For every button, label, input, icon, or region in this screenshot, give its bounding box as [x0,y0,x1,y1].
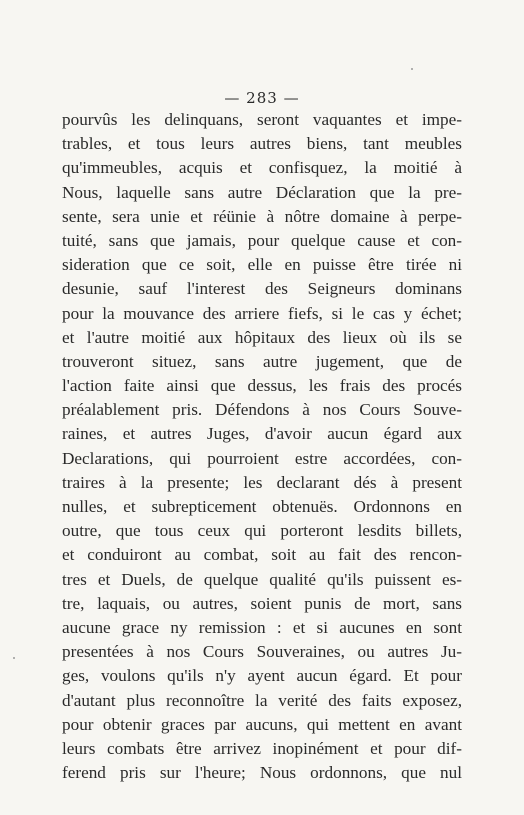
text-line: préalablement pris. Défendons à nos Cours Souve- [62,400,462,420]
page-number: — 283 — [224,89,300,107]
text-line: Nous, laquelle sans autre Déclaration que la pre- [62,182,462,202]
text-line: tres et Duels, de quelque qualité qu'ils puissent es- [62,569,462,589]
text-line: desunie, sauf l'interest des Seigneurs dominans [62,279,462,299]
text-line: qu'immeubles, acquis et confisquez, la moitié à [62,158,462,178]
text-line: et l'autre moitié aux hôpitaux des lieux où ils se [62,327,462,347]
paper-speck [411,68,413,70]
text-line: raines, et autres Juges, d'avoir aucun égard aux [62,424,462,444]
text-line: nulles, et subrepticement obtenuës. Ordonnons en [62,497,462,516]
text-line: sideration que ce soit, elle en puisse être tirée ni [62,255,462,275]
text-line: leurs combats être arrivez inopinément et pour dif- [62,738,462,758]
text-line: et conduiront au combat, soit au fait des rencon- [62,545,462,565]
text-line: trouveront situez, sans autre jugement, que de [62,351,462,371]
text-line: trables, et tous leurs autres biens, tant meubles [62,134,462,154]
text-line: l'action faite ainsi que dessus, les frais des procés [62,376,462,396]
text-line: ferend pris sur l'heure; Nous ordonnons, que nul [62,763,462,783]
text-line: ges, voulons qu'ils n'y ayent aucun égard. Et pour [62,666,462,686]
text-line: traires à la presente; les declarant dés à present [62,472,462,492]
text-line: sente, sera unie et réünie à nôtre domaine à perpe- [62,206,462,226]
text-line: presentées à nos Cours Souveraines, ou autres Ju- [62,642,462,662]
text-line: tre, laquais, ou autres, soient punis de mort, sans [62,593,462,613]
text-line: pourvûs les delinquans, seront vaquantes et impe- [62,110,462,129]
body-text [62,108,462,785]
text-line: pour obtenir graces par aucuns, qui mettent en avant [62,714,462,734]
text-line: outre, que tous ceux qui porteront lesdits billets, [62,521,462,541]
text-line: Declarations, qui pourroient estre accordées, con- [62,448,462,468]
text-line: tuité, sans que jamais, pour quelque cause et con- [62,230,462,250]
text-line: aucune grace ny remission : et si aucunes en sont [62,617,462,637]
text-line: pour la mouvance des arriere fiefs, si le cas y échet; [62,303,462,323]
paper-speck [13,657,15,659]
text-line: d'autant plus reconnoître la verité des faits exposez, [62,690,462,710]
